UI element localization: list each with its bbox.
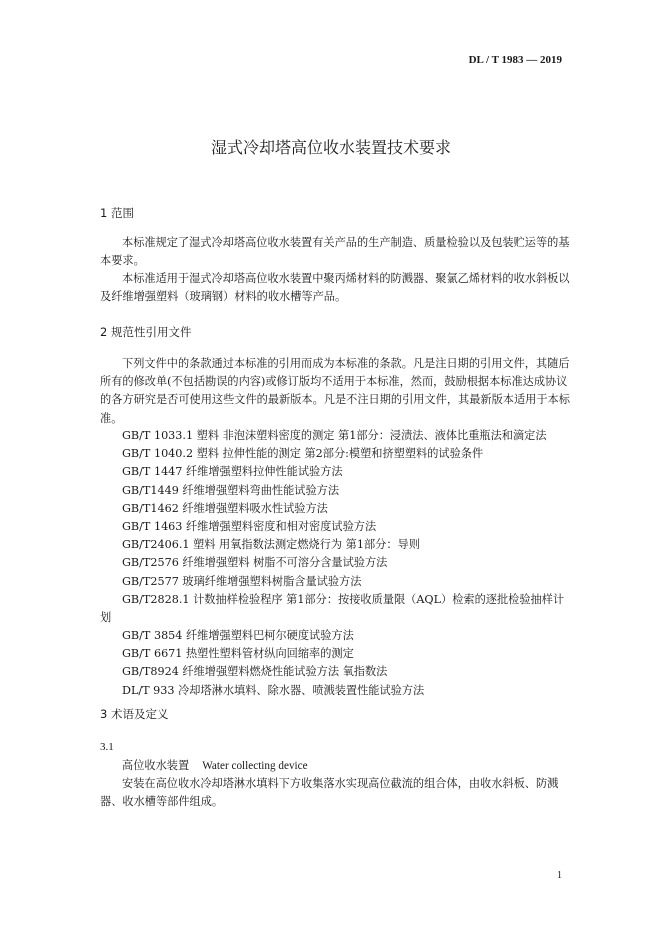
section-1-para-2: 本标准适用于湿式冷却塔高位收水装置中聚丙烯材料的防溅器、聚氯乙烯材料的收水斜板以及纤维增强塑料（玻璃钢）材料的收水槽等产品。 [100, 272, 570, 304]
reference-item: GB/T2406.1 塑料 用氧指数法测定燃烧行为 第1部分：导则 [122, 538, 420, 552]
section-3-heading: 3 术语及定义 [100, 707, 169, 721]
reference-item: GB/T2576 纤维增强塑料 树脂不可溶分含量试验方法 [122, 556, 388, 570]
term-chinese: 高位收水装置 [122, 759, 190, 772]
reference-item: GB/T1462 纤维增强塑料吸水性试验方法 [122, 501, 328, 515]
reference-item: GB/T8924 纤维增强塑料燃烧性能试验方法 氧指数法 [122, 665, 388, 679]
reference-item: GB/T 1463 纤维增强塑料密度和相对密度试验方法 [122, 519, 377, 533]
reference-item: GB/T 1033.1 塑料 非泡沫塑料密度的测定 第1部分：浸渍法、液体比重瓶法和滴定法 [122, 429, 547, 442]
term-english: Water collecting device [202, 760, 308, 772]
section-2-heading: 2 规范性引用文件 [100, 325, 192, 339]
reference-item: GB/T2828.1 计数抽样检验程序 第1部分：按接收质量限（AQL）检索的逐批检验抽样计划 [100, 592, 565, 624]
page-number: 1 [557, 870, 562, 881]
standard-code: DL / T 1983 — 2019 [468, 54, 562, 66]
reference-item: GB/T 3854 纤维增强塑料巴柯尔硬度试验方法 [122, 629, 354, 643]
section-2-intro: 下列文件中的条款通过本标准的引用而成为本标准的条款。凡是注日期的引用文件，其随后所有的修改单(不包括勘误的内容)或修订版均不适用于本标准，然而，鼓励根据本标准达成协议的各方研究是否可使用这些文件的最新版本。凡是不注日期的引用文件，其最新版本适用于本标准。 [100, 357, 570, 425]
reference-item: GB/T 1447 纤维增强塑料拉伸性能试验方法 [122, 465, 343, 479]
reference-item: DL/T 933 冷却塔淋水填料、除水器、喷溅装置性能试验方法 [122, 683, 425, 697]
reference-item: GB/T 1040.2 塑料 拉伸性能的测定 第2部分:模塑和挤塑塑料的试验条件 [122, 447, 484, 461]
reference-item: GB/T 6671 热塑性塑料管材纵向回缩率的测定 [122, 647, 354, 661]
term-definition: 安装在高位收水冷却塔淋水填料下方收集落水实现高位截流的组合体，由收水斜板、防溅器、收水槽等部件组成。 [100, 777, 559, 809]
section-1-heading: 1 范围 [100, 206, 134, 220]
reference-item: GB/T2577 玻璃纤维增强塑料树脂含量试验方法 [122, 574, 362, 588]
section-1-para-1: 本标准规定了湿式冷却塔高位收水装置有关产品的生产制造、质量检验以及包装贮运等的基本要求。 [100, 236, 570, 268]
reference-item: GB/T1449 纤维增强塑料弯曲性能试验方法 [122, 483, 340, 497]
page-title: 湿式冷却塔高位收水装置技术要求 [210, 138, 451, 157]
clause-number: 3.1 [100, 741, 114, 753]
normative-references-list [100, 427, 570, 700]
term-entry [122, 757, 308, 773]
